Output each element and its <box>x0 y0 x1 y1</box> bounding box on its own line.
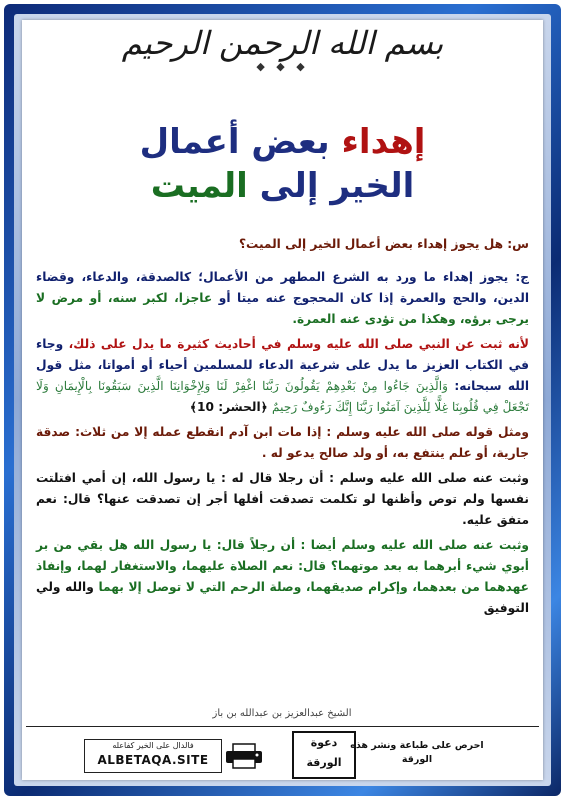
title-word-alkhair-ila: الخير إلى <box>259 166 415 206</box>
logo-line-1: دعوة <box>310 736 338 749</box>
print-note: احرص على طباعة ونشر هذه الورقة <box>350 740 484 765</box>
answer-p2-b: وجاء في الكتاب العزيز ما يدل على شرعية الدعاء للمسلمين أحياء أو أمواتا، مثل قول الله سبحانه: <box>36 337 529 393</box>
site-url[interactable]: ALBETAQA.SITE <box>97 753 209 767</box>
basmala-ornament-icon: ◆ ◆ ◆ <box>256 60 309 73</box>
answer-paragraph-3: ومثل قوله صلى الله عليه وسلم : إذا مات ابن آدم انقطع عمله إلا من ثلاث: صدقة جارية، أو علم ينتفع به، أو ولد صالح يدعو له . <box>36 425 529 460</box>
basmala-calligraphy <box>22 24 543 88</box>
answer-p5-a: وثبت عنه صلى الله عليه وسلم أيضا : أن رجلاً قال: يا رسول الله هل بقي من بر أبوي شيء أبرهما به بعد موتهما؟ قال: نعم الصلاة عليهما، والاستغفار لهما، وإنفاذ عهدهما من بعدهما، وإكرام صديقهما، وصلة الرحم التي لا توصل إلا بهما <box>36 538 529 594</box>
question-text: س: هل يجوز إهداء بعض أعمال الخير إلى الميت؟ <box>238 237 529 251</box>
verse-reference: ﴿الحشر: 10﴾ <box>189 400 268 414</box>
answer-p4-b: متفق عليه. <box>462 513 529 527</box>
printer-icon <box>224 743 264 769</box>
answer-p2-a: لأنه ثبت عن النبي صلى الله عليه وسلم في أحاديث كثيرة ما يدل على ذلك، <box>68 337 529 351</box>
answer-paragraph-4 <box>36 468 529 531</box>
logo-line-2: الورقة <box>306 756 342 769</box>
verse-reference-text: الحشر: 10 <box>197 400 261 414</box>
quran-verse: وَالَّذِينَ جَاءُوا مِنْ بَعْدِهِمْ يَقُولُونَ رَبَّنَا اغْفِرْ لَنَا وَلِإِخْوَانِنَا الَّذِينَ سَبَقُونَا بِالْإِيمَانِ وَلَا تَجْعَلْ فِي قُلُوبِنَا غِلًّا لِلَّذِينَ آمَنُوا رَبَّنَا إِنَّكَ رَءُوفٌ رَحِيمٌ <box>36 379 529 414</box>
fatwa-body <box>36 234 529 623</box>
answer-paragraph-1 <box>36 267 529 330</box>
answer-p4-a: وثبت عنه صلى الله عليه وسلم : أن رجلا قال له : يا رسول الله، إن أمي افتلتت نفسها ولم توص وأظنها لو تكلمت تصدقت أفلها أجر إن تصدقت عنها؟ قال: نعم <box>36 471 529 506</box>
answer-paragraph-5 <box>36 535 529 619</box>
answer-p5-b: والله ولي التوفيق <box>36 580 529 615</box>
author-signature: الشيخ عبدالعزيز بن عبدالله بن باز <box>212 708 352 719</box>
answer-p1-a: ج: يجوز إهداء ما ورد به الشرع المطهر من الأعمال؛ كالصدقة، والدعاء، وقضاء الدين، والحج والعمرة إذا كان المحجوج عنه ميتا أو <box>36 270 530 305</box>
document-page <box>22 20 543 780</box>
title-word-baad-aamal: بعض أعمال <box>139 122 330 162</box>
page-title <box>22 120 543 208</box>
answer-paragraph-2 <box>36 334 529 418</box>
title-line-1 <box>22 120 543 164</box>
title-line-2 <box>22 164 543 208</box>
site-badge[interactable] <box>84 739 222 773</box>
answer-p1-b: عاجزا، لكبر سنه، أو مرض لا يرجى برؤه، وهكذا من تؤدى عنه العمرة. <box>36 291 529 326</box>
title-word-ihdaa: إهداء <box>341 122 426 162</box>
site-caption: فالدال على الخير كفاعله <box>112 741 194 750</box>
footer-bar <box>26 726 539 777</box>
basmala-text: بسم الله الرحمن الرحيم <box>121 24 444 62</box>
title-word-almayyit: الميت <box>150 166 248 206</box>
